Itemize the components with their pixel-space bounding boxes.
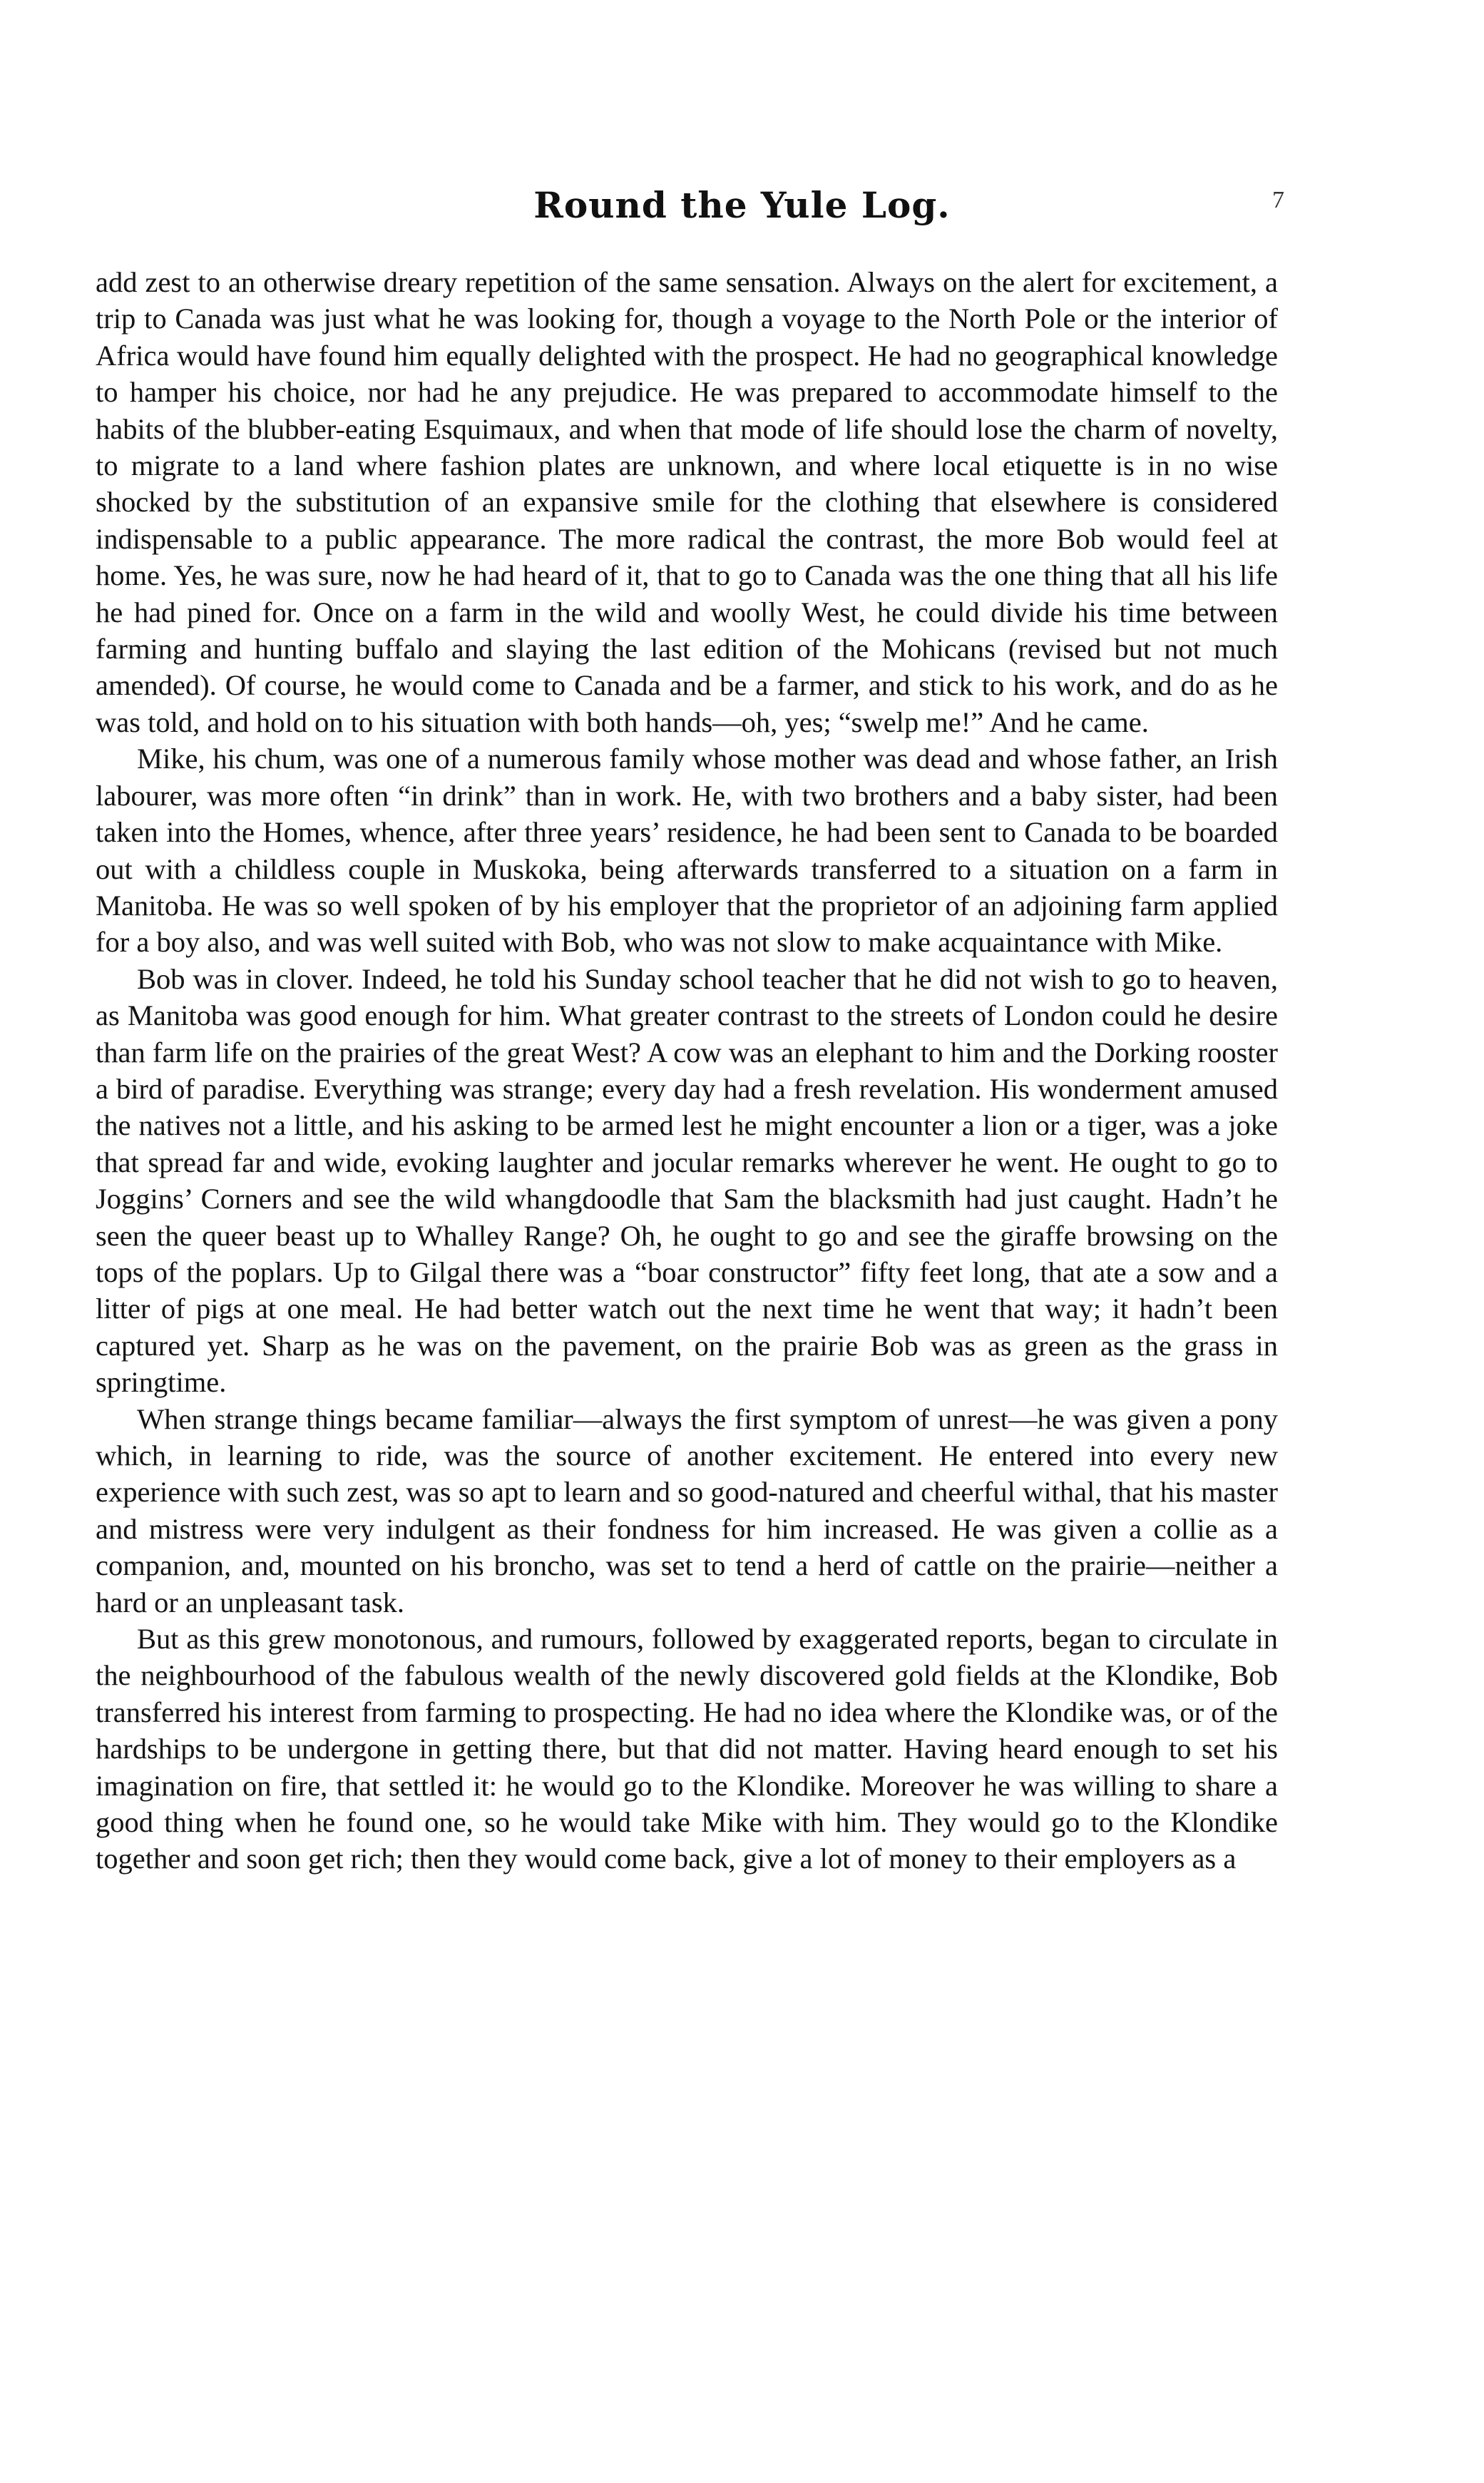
- body-text: [96, 264, 1278, 1877]
- paragraph-mike: Mike, his chum, was one of a numerous family whose mother was dead and whose father, an Irish labourer, was more often “in drink” than in work. He, with two brothers and a baby sister, had been taken into the Homes, whence, after three years’ residence, he had been sent to Canada to be boarded out with a childless couple in Muskoka, being afterwards transferred to a situation on a farm in Manitoba. He was so well spoken of by his employer that the proprietor of an adjoining farm applied for a boy also, and was well suited with Bob, who was not slow to make acquaintance with Mike.: [96, 743, 1278, 959]
- paragraph-pony: When strange things became familiar—always the first symptom of unrest—he was given a pony which, in learning to ride, was the source of another excitement. He entered into every new experience with such zest, was so apt to learn and so good-natured and cheerful withal, that his master and mistress were very indulgent as their fondness for him increased. He was given a collie as a companion, and, mounted on his broncho, was set to tend a herd of cattle on the prairie—neither a hard or an unpleasant task.: [96, 1402, 1278, 1618]
- running-title: Round the Yule Log.: [533, 184, 951, 226]
- page-number: 7: [1272, 187, 1284, 213]
- paragraph-klondike: But as this grew monotonous, and rumours, followed by exaggerated reports, began to circulate in the neighbourhood of the fabulous wealth of the newly discovered gold fields at the Klondike, Bob transferred his interest from farming to prospecting. He had no idea where the Klondike was, or of the hardships to be undergone in getting there, but that did not matter. Having heard enough to set his imagination on fire, that settled it: he would go to the Klondike. Moreover he was willing to share a good thing when he found one, so he would take Mike with him. They would go to the Klondike together and soon get rich; then they would come back, give a lot of money to their employers as a: [96, 1623, 1278, 1875]
- paragraph-bob-in-clover: Bob was in clover. Indeed, he told his Sunday school teacher that he did not wish to go to heaven, as Manitoba was good enough for him. What greater contrast to the streets of London could he desire than farm life on the prairies of the great West? A cow was an elephant to him and the Dorking rooster a bird of paradise. Everything was strange; every day had a fresh revelation. His wonderment amused the natives not a little, and his asking to be armed lest he might encounter a lion or a tiger, was a joke that spread far and wide, evoking laughter and jocular remarks wherever he went. He ought to go to Joggins’ Corners and see the wild whangdoodle that Sam the blacksmith had just caught. Hadn’t he seen the queer beast up to Whalley Range? Oh, he ought to go and see the giraffe browsing on the tops of the poplars. Up to Gilgal there was a “boar constructor” fifty feet long, that ate a sow and a litter of pigs at one meal. He had better watch out the next time he went that way; it hadn’t been captured yet. Sharp as he was on the pavement, on the prairie Bob was as green as the grass in springtime.: [96, 962, 1278, 1399]
- paragraph-continuation: add zest to an otherwise dreary repetition of the same sensation. Always on the alert for excitement, a trip to Canada was just what he was looking for, though a voyage to the North Pole or the interior of Africa would have found him equally delighted with the prospect. He had no geographical knowledge to hamper his choice, nor had he any prejudice. He was prepared to accommodate himself to the habits of the blubber-eating Esquimaux, and when that mode of life should lose the charm of novelty, to migrate to a land where fashion plates are unknown, and where local etiquette is in no wise shocked by the substitution of an expansive smile for the clothing that elsewhere is considered indispensable to a public appearance. The more radical the contrast, the more Bob would feel at home. Yes, he was sure, now he had heard of it, that to go to Canada was the one thing that all his life he had pined for. Once on a farm in the wild and woolly West, he could divide his time between farming and hunting buffalo and slaying the last edition of the Mohicans (revised but not much amended). Of course, he would come to Canada and be a farmer, and stick to his work, and do as he was told, and hold on to his situation with both hands—oh, yes; “swelp me!” And he came.: [96, 266, 1278, 738]
